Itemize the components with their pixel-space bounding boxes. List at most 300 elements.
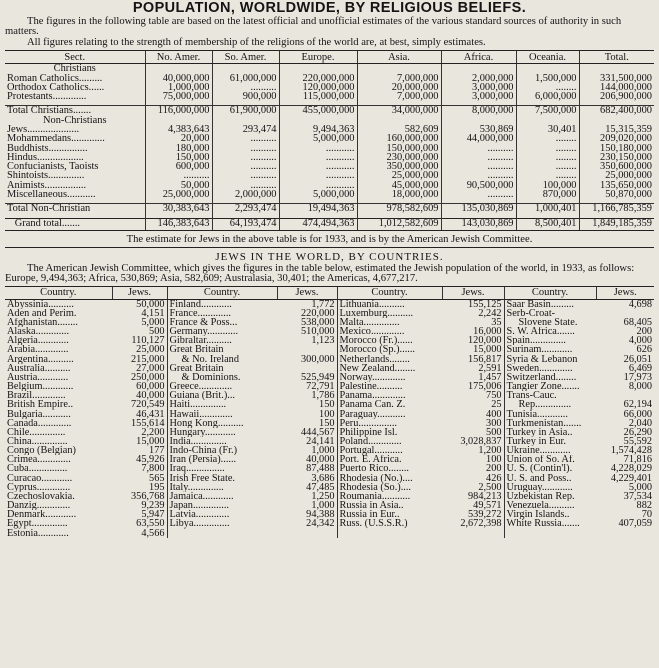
jews-count-cell: 177 — [149, 446, 165, 456]
table-row — [5, 437, 654, 446]
value-cell: 44,000,000 — [441, 134, 516, 143]
country-cell: Abyssinia.......... — [7, 299, 74, 309]
country-cell: Guiana (Brit.)... — [167, 391, 277, 400]
jews-count-cell: 1,574,428 — [610, 446, 652, 456]
country-cell: Curacao............ — [7, 473, 73, 483]
value-cell — [212, 116, 279, 125]
value-cell: 115,000,000 — [279, 92, 357, 101]
value-cell — [145, 116, 212, 125]
value-cell: 293,474 — [212, 125, 279, 134]
value-cell: ........... — [279, 162, 357, 171]
table-row — [5, 373, 654, 382]
country-cell: Russia in Eur.. — [337, 510, 442, 519]
country-cell: U. S. (Contin'l). — [504, 464, 596, 473]
jews-count-cell: 45,926 — [136, 455, 165, 465]
value-cell — [279, 64, 357, 74]
country-cell: Denmark............ — [7, 510, 77, 520]
country-cell: Tunisia............ — [504, 410, 596, 419]
value-cell: .......... — [441, 171, 516, 180]
value-cell: ........ — [516, 134, 579, 143]
value-cell: .......... — [212, 153, 279, 162]
country-cell: Australia.......... — [7, 363, 71, 373]
country-cell: Hong Kong.......... — [167, 419, 277, 428]
sect-cell: Miscellaneous........... — [7, 190, 96, 200]
country-cell — [504, 529, 596, 538]
country-cell: Tangier Zone....... — [504, 382, 596, 391]
country-cell: Syria & Lebanon — [504, 355, 596, 364]
value-cell: 150,180,000 — [579, 144, 654, 153]
country-cell: Estonia............ — [7, 528, 69, 538]
column-header: Oceania. — [516, 51, 579, 64]
jews-count-cell: 47,485 — [306, 482, 335, 492]
country-cell: Portugal........... — [337, 446, 442, 455]
value-cell: ........ — [516, 153, 579, 162]
country-cell: Italy.............. — [167, 483, 277, 492]
country-cell: Netherlands........ — [337, 355, 442, 364]
column-header: Asia. — [357, 51, 441, 64]
table-row — [5, 299, 654, 309]
table-row — [5, 464, 654, 473]
table-row — [5, 391, 654, 400]
column-header: Sect. — [5, 51, 145, 64]
value-cell: 146,383,643 — [145, 218, 212, 230]
value-cell: ........ — [516, 144, 579, 153]
value-cell: 25,000,000 — [579, 171, 654, 180]
table-row — [5, 171, 654, 180]
country-cell: Danzig............. — [7, 501, 71, 511]
country-cell: Virgin Islands.. — [504, 510, 596, 519]
table-row — [5, 428, 654, 437]
jews-count-cell: 87,488 — [306, 464, 335, 474]
jews-count-cell: 1,772 — [311, 299, 335, 309]
jews-count-cell: 4,698 — [628, 299, 652, 309]
value-cell: 135,650,000 — [579, 181, 654, 190]
country-cell: Peru............... — [337, 419, 442, 428]
country-cell: Uruguay............ — [504, 483, 596, 492]
country-cell: Libya.............. — [167, 519, 277, 528]
jews-count-cell: 1,250 — [311, 491, 335, 502]
column-header: Country. — [504, 287, 596, 299]
jews-count-cell: 720,549 — [131, 400, 165, 410]
value-cell: 160,000,000 — [357, 134, 441, 143]
jews-count-cell: 71,816 — [623, 455, 652, 465]
column-header: Country. — [5, 287, 112, 299]
jews-count-cell: 155,125 — [468, 299, 502, 309]
country-cell: & No. Ireland — [167, 355, 277, 364]
value-cell — [357, 116, 441, 125]
column-header: Europe. — [279, 51, 357, 64]
country-cell — [167, 529, 277, 538]
jews-count-cell — [596, 391, 654, 400]
jews-count-cell: 2,591 — [478, 363, 502, 373]
jews-count-cell: 500 — [486, 427, 502, 437]
jews-count-cell: 4,566 — [141, 528, 165, 538]
column-header: Country. — [167, 287, 277, 299]
value-cell: 116,000,000 — [145, 106, 212, 116]
jews-count-cell: 1,000 — [311, 446, 335, 456]
sect-cell: Non-Christians — [43, 115, 107, 125]
value-cell: 1,166,785,359 — [579, 204, 654, 214]
jews-count-cell: 40,000 — [306, 455, 335, 465]
jews-count-cell — [596, 309, 654, 318]
category-row — [5, 64, 654, 74]
jews-count-cell: 525,949 — [301, 372, 335, 383]
jews-count-cell: 1,457 — [478, 372, 502, 383]
table-row — [5, 318, 654, 327]
jews-count-cell: 200 — [486, 464, 502, 474]
column-header: Jews. — [596, 287, 654, 299]
column-header: Africa. — [441, 51, 516, 64]
country-cell: Panama Can. Z. — [337, 400, 442, 409]
jews-count-cell: 175,006 — [468, 382, 502, 392]
value-cell — [279, 116, 357, 125]
value-cell: 20,000,000 — [357, 83, 441, 92]
table-row — [5, 134, 654, 143]
jews-count-cell: 250,000 — [131, 372, 165, 383]
country-cell: Hungary............ — [167, 428, 277, 437]
jews-count-cell: 26,290 — [623, 427, 652, 437]
jews-count-cell: 155,614 — [131, 418, 165, 428]
value-cell: 8,500,401 — [516, 218, 579, 230]
country-cell: Arabia............. — [7, 345, 69, 355]
jews-count-cell: 300,000 — [301, 354, 335, 364]
value-cell — [579, 64, 654, 74]
jews-count-cell: 2,500 — [478, 482, 502, 492]
country-cell: White Russia....... — [504, 519, 596, 528]
table-row — [5, 83, 654, 92]
column-header: So. Amer. — [212, 51, 279, 64]
jews-count-cell: 3,028,837 — [460, 436, 502, 447]
table-row — [5, 419, 654, 428]
value-cell: 144,000,000 — [579, 83, 654, 92]
value-cell: 19,494,363 — [279, 204, 357, 214]
column-header: Jews. — [442, 287, 504, 299]
country-cell: New Zealand........ — [337, 364, 442, 373]
value-cell: ........... — [279, 144, 357, 153]
jews-count-cell: 3,686 — [311, 473, 335, 483]
country-cell: Algeria............ — [7, 336, 69, 346]
sect-cell: Roman Catholics......... — [7, 73, 103, 83]
sect-cell: Buddhists............... — [7, 143, 88, 153]
jews-count-cell: 1,123 — [311, 336, 335, 346]
value-cell: 180,000 — [145, 144, 212, 153]
table-row — [5, 364, 654, 373]
value-cell: 150,000 — [145, 153, 212, 162]
country-cell: Slovene State. — [504, 318, 596, 327]
country-cell: Egypt.............. — [7, 519, 68, 529]
jews-count-cell: 17,973 — [623, 372, 652, 383]
jews-count-cell: 70 — [641, 510, 652, 520]
value-cell: 7,000,000 — [357, 92, 441, 101]
jews-count-cell — [277, 345, 337, 354]
country-cell: Indo-China (Fr.) — [167, 446, 277, 455]
value-cell — [145, 64, 212, 74]
value-cell: 15,315,359 — [579, 125, 654, 134]
jews-count-cell: 4,228,029 — [610, 464, 652, 474]
value-cell: 530,869 — [441, 125, 516, 134]
value-cell: .......... — [212, 134, 279, 143]
jews-count-cell: 510,000 — [301, 327, 335, 337]
table-row — [5, 92, 654, 101]
value-cell: 3,000,000 — [441, 83, 516, 92]
country-cell: Turkmenistan....... — [504, 419, 596, 428]
value-cell — [357, 64, 441, 74]
intro-line-1: The figures in the following table are based on the latest official and unofficial estimates of the various standard sources of authority in such matters. — [5, 16, 622, 38]
religion-table-header — [5, 51, 654, 64]
country-cell: Norway............. — [337, 373, 442, 382]
country-cell: Panama............. — [337, 391, 442, 400]
country-cell: Russ. (U.S.S.R.) — [337, 519, 442, 528]
jews-count-cell: 5,000 — [628, 482, 652, 492]
sect-cell: Shintoists.............. — [7, 171, 85, 181]
jews-count-cell: 538,000 — [301, 317, 335, 328]
value-cell: 209,020,000 — [579, 134, 654, 143]
jews-count-cell: 400 — [486, 409, 502, 419]
sect-cell: Total Non-Christian — [5, 204, 145, 214]
country-cell: Uzbekistan Rep. — [504, 492, 596, 501]
sect-cell: Christians — [53, 63, 96, 74]
value-cell: 100,000 — [516, 181, 579, 190]
value-cell — [516, 64, 579, 74]
table-row — [5, 510, 654, 519]
sect-cell: Hindus.................. — [7, 152, 84, 163]
value-cell: 1,012,582,609 — [357, 218, 441, 230]
country-cell: Chile.............. — [7, 427, 66, 437]
jews-count-cell: 100 — [486, 455, 502, 465]
jews-count-cell: 8,000 — [628, 382, 652, 392]
jews-count-cell: 6,469 — [628, 363, 652, 373]
table-row — [5, 144, 654, 153]
sect-cell: Jews.................... — [7, 125, 80, 135]
value-cell: 90,500,000 — [441, 181, 516, 190]
country-cell: & Dominions. — [167, 373, 277, 382]
jews-count-cell: 195 — [149, 482, 165, 492]
country-cell: Union of So. Af. — [504, 455, 596, 464]
jews-count-cell: 100 — [319, 409, 335, 419]
value-cell — [441, 64, 516, 74]
country-cell: Rep.............. — [504, 400, 596, 409]
jews-count-cell: 60,000 — [136, 382, 165, 392]
jews-count-cell — [277, 529, 337, 538]
table-row — [5, 529, 654, 538]
country-cell: Aden and Perim. — [7, 308, 77, 318]
country-cell: U. S. and Poss.. — [504, 474, 596, 483]
value-cell: 4,383,643 — [145, 125, 212, 134]
column-header: Country. — [337, 287, 442, 299]
value-cell: .......... — [212, 144, 279, 153]
table-row — [5, 400, 654, 409]
country-cell: Malta.............. — [337, 318, 442, 327]
jews-count-cell: 16,000 — [473, 327, 502, 337]
jews-count-cell: 68,405 — [623, 317, 652, 328]
jews-count-cell: 356,768 — [131, 491, 165, 502]
jews-count-cell: 40,000 — [136, 391, 165, 401]
country-cell: Switzerland........ — [504, 373, 596, 382]
country-cell: Sweden............. — [504, 364, 596, 373]
jews-count-cell: 500 — [149, 327, 165, 337]
table-row — [5, 355, 654, 364]
country-cell: Turkey in Eur. — [504, 437, 596, 446]
jews-count-cell: 46,431 — [136, 409, 165, 419]
country-cell: Austria............ — [7, 372, 69, 383]
table-row — [5, 153, 654, 162]
jews-count-cell: 407,059 — [618, 519, 652, 529]
value-cell: 900,000 — [212, 92, 279, 101]
value-cell: 600,000 — [145, 162, 212, 171]
jews-count-cell: 882 — [636, 501, 652, 511]
value-cell: 45,000,000 — [357, 181, 441, 190]
country-cell: Philippine Isl. — [337, 428, 442, 437]
country-cell: Spain.............. — [504, 336, 596, 345]
total-row — [5, 106, 654, 116]
country-cell: Serb-Croat- — [504, 309, 596, 318]
value-cell: 64,193,474 — [212, 218, 279, 230]
religion-table — [5, 50, 654, 230]
country-cell: Irish Free State. — [167, 474, 277, 483]
jews-count-cell: 35 — [491, 317, 502, 328]
value-cell: 135,030,869 — [441, 204, 516, 214]
table-row — [5, 345, 654, 354]
value-cell: 350,000,000 — [357, 162, 441, 171]
table-row — [5, 327, 654, 336]
value-cell: 25,000,000 — [357, 171, 441, 180]
jews-count-cell: 626 — [636, 345, 652, 355]
country-cell: Belgium............ — [7, 382, 74, 392]
value-cell: 61,900,000 — [212, 106, 279, 116]
total-row — [5, 204, 654, 214]
value-cell: .......... — [441, 144, 516, 153]
value-cell — [441, 116, 516, 125]
value-cell: 30,383,643 — [145, 204, 212, 214]
table-row — [5, 309, 654, 318]
value-cell: 75,000,000 — [145, 92, 212, 101]
jews-count-cell — [442, 529, 504, 538]
value-cell: 870,000 — [516, 190, 579, 199]
country-cell: Turkey in Asia.. — [504, 428, 596, 437]
value-cell: ........... — [279, 171, 357, 180]
jews-count-cell: 565 — [149, 473, 165, 483]
sect-cell: Protestants............. — [7, 92, 87, 102]
jews-count-cell: 1,786 — [311, 391, 335, 401]
country-cell: Afghanistan........ — [7, 317, 78, 328]
value-cell: 331,500,000 — [579, 74, 654, 83]
country-cell: Ukraine............ — [504, 446, 596, 455]
value-cell: 18,000,000 — [357, 190, 441, 199]
country-cell: Iraq............... — [167, 464, 277, 473]
value-cell: 25,000,000 — [145, 190, 212, 199]
country-cell: Argentina.......... — [7, 354, 74, 364]
table-row — [5, 162, 654, 171]
jews-count-cell: 15,000 — [136, 436, 165, 447]
country-cell — [337, 529, 442, 538]
value-cell: .......... — [212, 83, 279, 92]
value-cell: 1,849,185,359 — [579, 218, 654, 230]
table-row — [5, 501, 654, 510]
table-row — [5, 382, 654, 391]
jews-count-cell: 25,000 — [136, 345, 165, 355]
value-cell: ........ — [516, 162, 579, 171]
jews-count-cell — [277, 364, 337, 373]
value-cell: 582,609 — [357, 125, 441, 134]
country-cell: Iran (Persia)...... — [167, 455, 277, 464]
table-row — [5, 474, 654, 483]
country-cell: Hawaii............. — [167, 410, 277, 419]
intro2-text — [5, 264, 654, 285]
value-cell: 978,582,609 — [357, 204, 441, 214]
value-cell: 120,000,000 — [279, 83, 357, 92]
jews-count-cell: 750 — [486, 391, 502, 401]
value-cell: .......... — [212, 171, 279, 180]
value-cell — [579, 116, 654, 125]
country-cell: Crimea............. — [7, 455, 71, 465]
value-cell: 1,000,401 — [516, 204, 579, 214]
value-cell: 5,000,000 — [279, 134, 357, 143]
section-divider — [5, 247, 654, 248]
country-cell: British Empire.. — [7, 400, 74, 410]
jews-count-cell: 5,000 — [141, 317, 165, 328]
jews-count-cell: 25 — [491, 400, 502, 410]
jews-count-cell: 300 — [486, 418, 502, 428]
value-cell: ........ — [516, 171, 579, 180]
jews-count-cell: 984,213 — [468, 491, 502, 502]
column-header: Total. — [579, 51, 654, 64]
jews-count-cell: 200 — [636, 327, 652, 337]
value-cell: 220,000,000 — [279, 74, 357, 83]
table-row — [5, 483, 654, 492]
country-cell: Great Britain — [167, 364, 277, 373]
country-cell: Palestine.......... — [337, 382, 442, 391]
country-cell: Rhodesia (No.).... — [337, 474, 442, 483]
value-cell: 61,000,000 — [212, 74, 279, 83]
table-row — [5, 74, 654, 83]
value-cell: 230,000,000 — [357, 153, 441, 162]
country-cell: Greece............. — [167, 382, 277, 391]
jews-count-cell: 156,817 — [468, 354, 502, 364]
value-cell — [212, 64, 279, 74]
jews-count-cell: 37,534 — [623, 491, 652, 502]
country-cell: Gibraltar.......... — [167, 336, 277, 345]
jews-count-cell: 426 — [486, 473, 502, 483]
country-cell: Czechoslovakia. — [7, 491, 75, 502]
table-row — [5, 190, 654, 199]
column-header: Jews. — [112, 287, 167, 299]
jews-count-cell: 215,000 — [131, 354, 165, 364]
value-cell: 1,500,000 — [516, 74, 579, 83]
country-cell: Luxemburg.......... — [337, 309, 442, 318]
jews-count-cell — [596, 529, 654, 538]
country-cell: Poland............. — [337, 437, 442, 446]
category-row — [5, 116, 654, 125]
jews-count-cell: 7,800 — [141, 464, 165, 474]
jews-count-cell: 66,000 — [623, 409, 652, 419]
jews-count-cell: 5,947 — [141, 510, 165, 520]
table-row — [5, 492, 654, 501]
jews-count-cell: 94,388 — [306, 510, 335, 520]
jews-count-cell: 2,040 — [628, 418, 652, 428]
country-cell: Trans-Cauc. — [504, 391, 596, 400]
country-cell: India.............. — [167, 437, 277, 446]
jews-count-cell: 4,229,401 — [610, 473, 652, 483]
jews-count-cell: 539,272 — [468, 510, 502, 520]
country-cell: Russia in Asia.. — [337, 501, 442, 510]
jews-count-cell: 26,051 — [623, 354, 652, 364]
jews-by-country-table — [5, 286, 654, 537]
value-cell: ........... — [279, 153, 357, 162]
intro-line-2: All figures relating to the strength of membership of the religions of the world are, at best, simply estimates. — [27, 36, 486, 48]
value-cell: 143,030,869 — [441, 218, 516, 230]
total-row — [5, 218, 654, 230]
value-cell: 206,900,000 — [579, 92, 654, 101]
